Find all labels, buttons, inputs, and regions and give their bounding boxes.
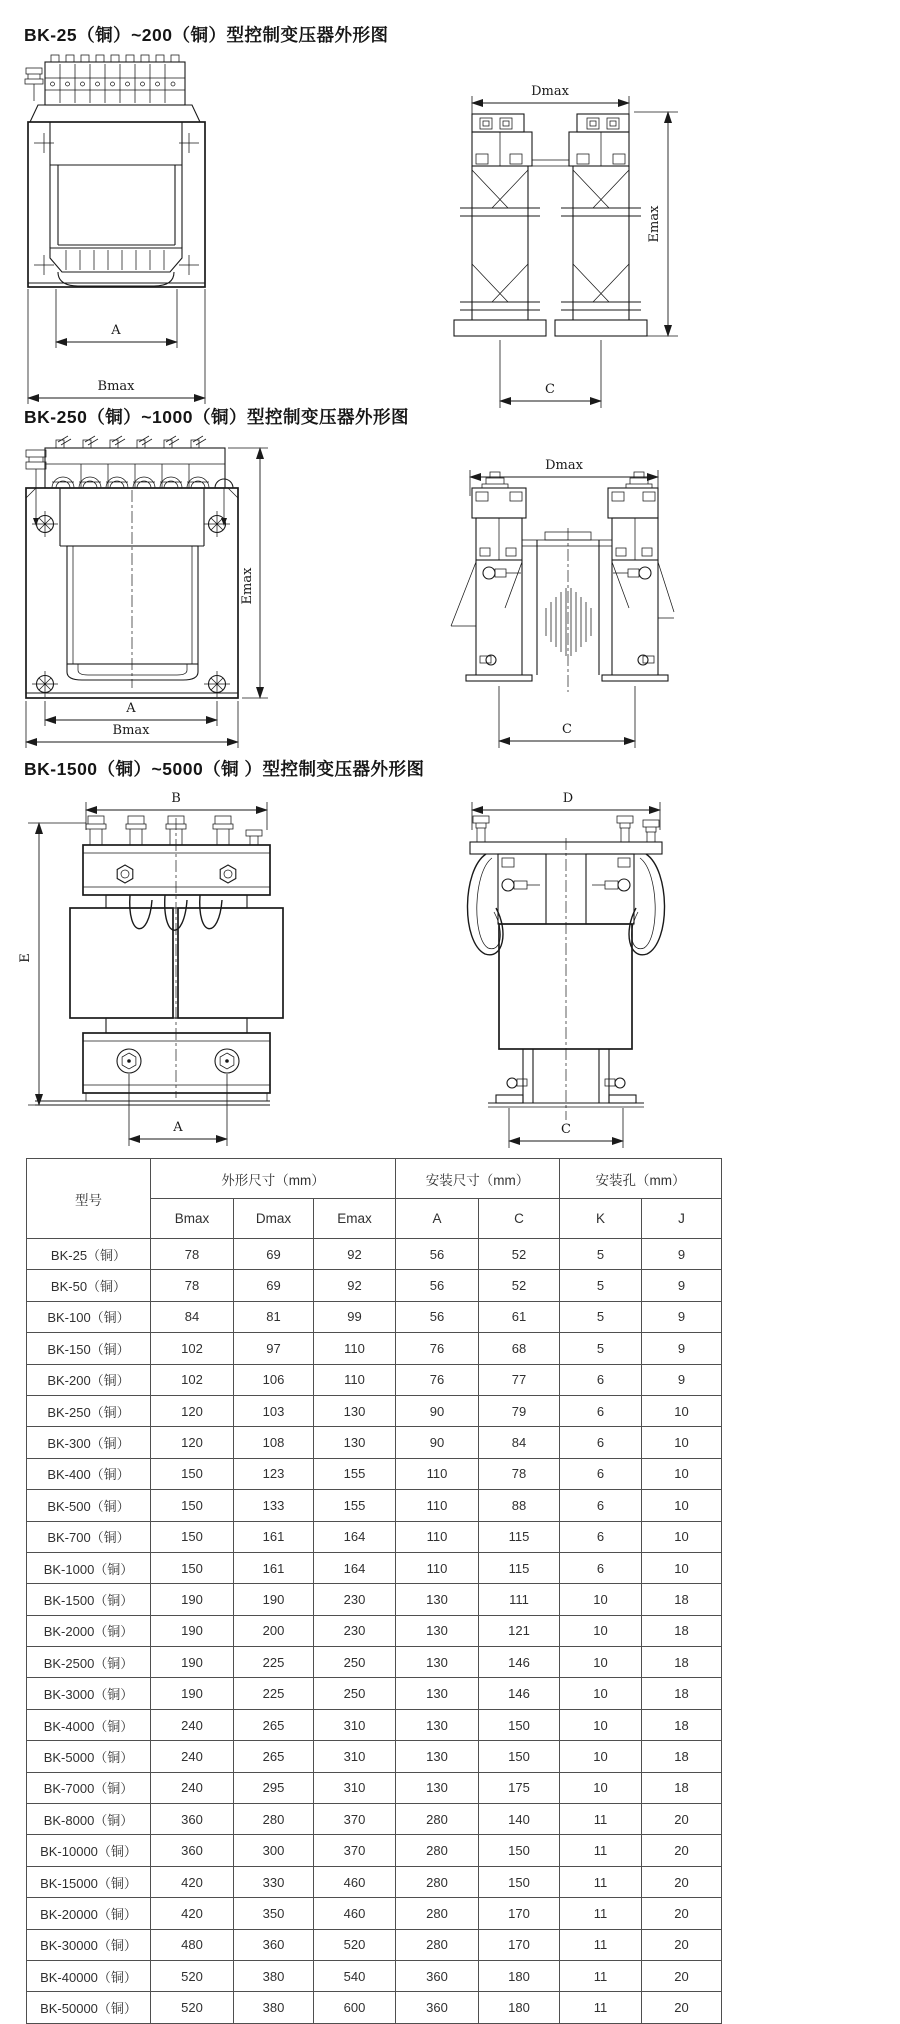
value-cell: 130 — [314, 1427, 396, 1458]
model-cell: BK-4000（铜） — [27, 1709, 151, 1740]
value-cell: 280 — [234, 1804, 314, 1835]
dim-label-c: C — [561, 1122, 571, 1137]
value-cell: 190 — [234, 1584, 314, 1615]
value-cell: 5 — [560, 1333, 642, 1364]
section1-title: BK-25（铜）~200（铜）型控制变压器外形图 — [24, 25, 389, 45]
value-cell: 155 — [314, 1490, 396, 1521]
table-body — [27, 1239, 722, 2024]
dim-label-dmax: Dmax — [545, 458, 583, 473]
value-cell: 161 — [234, 1521, 314, 1552]
table-row — [27, 1647, 722, 1678]
value-cell: 6 — [560, 1364, 642, 1395]
value-cell: 18 — [642, 1615, 722, 1646]
value-cell: 130 — [396, 1709, 479, 1740]
value-cell: 164 — [314, 1521, 396, 1552]
value-cell: 360 — [151, 1804, 234, 1835]
value-cell: 10 — [642, 1395, 722, 1426]
value-cell: 150 — [151, 1458, 234, 1489]
model-cell: BK-200（铜） — [27, 1364, 151, 1395]
value-cell: 10 — [642, 1458, 722, 1489]
model-cell: BK-100（铜） — [27, 1301, 151, 1332]
model-cell: BK-5000（铜） — [27, 1741, 151, 1772]
value-cell: 97 — [234, 1333, 314, 1364]
table-row — [27, 1741, 722, 1772]
column-header-j: J — [642, 1199, 722, 1239]
value-cell: 115 — [479, 1552, 560, 1583]
value-cell: 5 — [560, 1239, 642, 1270]
value-cell: 10 — [560, 1647, 642, 1678]
model-cell: BK-50000（铜） — [27, 1992, 151, 2023]
column-header-dmax: Dmax — [234, 1199, 314, 1239]
table-row — [27, 1992, 722, 2023]
dim-label-e: E — [18, 953, 33, 963]
table-row — [27, 1866, 722, 1897]
bk1500-side-view-drawing — [428, 790, 678, 1152]
value-cell: 280 — [396, 1866, 479, 1897]
value-cell: 520 — [314, 1929, 396, 1960]
bk250-front-view-drawing — [20, 436, 285, 756]
model-cell: BK-50（铜） — [27, 1270, 151, 1301]
group-header-outline-dims: 外形尺寸（mm） — [151, 1159, 396, 1199]
column-header-a: A — [396, 1199, 479, 1239]
value-cell: 190 — [151, 1647, 234, 1678]
value-cell: 6 — [560, 1490, 642, 1521]
value-cell: 150 — [151, 1521, 234, 1552]
value-cell: 10 — [642, 1552, 722, 1583]
value-cell: 540 — [314, 1960, 396, 1991]
value-cell: 20 — [642, 1992, 722, 2023]
value-cell: 11 — [560, 1866, 642, 1897]
value-cell: 20 — [642, 1898, 722, 1929]
value-cell: 130 — [396, 1772, 479, 1803]
model-cell: BK-1500（铜） — [27, 1584, 151, 1615]
right-clamp-post — [602, 472, 674, 681]
model-cell: BK-250（铜） — [27, 1395, 151, 1426]
table-row — [27, 1364, 722, 1395]
value-cell: 88 — [479, 1490, 560, 1521]
table-row — [27, 1301, 722, 1332]
value-cell: 110 — [396, 1521, 479, 1552]
value-cell: 230 — [314, 1615, 396, 1646]
value-cell: 6 — [560, 1458, 642, 1489]
table-row — [27, 1678, 722, 1709]
model-cell: BK-25（铜） — [27, 1239, 151, 1270]
table-row — [27, 1395, 722, 1426]
value-cell: 310 — [314, 1772, 396, 1803]
dim-label-a: A — [126, 701, 136, 716]
value-cell: 69 — [234, 1239, 314, 1270]
value-cell: 360 — [396, 1960, 479, 1991]
value-cell: 5 — [560, 1301, 642, 1332]
dim-label-c: C — [545, 382, 555, 397]
dim-label-emax: Emax — [647, 205, 662, 243]
value-cell: 76 — [396, 1333, 479, 1364]
value-cell: 52 — [479, 1270, 560, 1301]
value-cell: 140 — [479, 1804, 560, 1835]
value-cell: 130 — [396, 1741, 479, 1772]
value-cell: 180 — [479, 1992, 560, 2023]
model-cell: BK-700（铜） — [27, 1521, 151, 1552]
value-cell: 102 — [151, 1333, 234, 1364]
dim-label-emax: Emax — [240, 567, 255, 605]
table-row — [27, 1333, 722, 1364]
model-cell: BK-40000（铜） — [27, 1960, 151, 1991]
table-row — [27, 1615, 722, 1646]
model-cell: BK-8000（铜） — [27, 1804, 151, 1835]
table-row — [27, 1929, 722, 1960]
model-cell: BK-30000（铜） — [27, 1929, 151, 1960]
section3-title: BK-1500（铜）~5000（铜 ）型控制变压器外形图 — [24, 759, 425, 779]
value-cell: 76 — [396, 1364, 479, 1395]
table-row — [27, 1835, 722, 1866]
terminal-block — [25, 55, 185, 105]
dim-label-d: D — [562, 791, 574, 806]
value-cell: 230 — [314, 1584, 396, 1615]
value-cell: 265 — [234, 1741, 314, 1772]
value-cell: 10 — [642, 1521, 722, 1552]
value-cell: 18 — [642, 1709, 722, 1740]
value-cell: 146 — [479, 1678, 560, 1709]
value-cell: 69 — [234, 1270, 314, 1301]
bk25-front-view-drawing — [18, 52, 228, 407]
value-cell: 150 — [151, 1552, 234, 1583]
value-cell: 110 — [314, 1333, 396, 1364]
model-cell: BK-150（铜） — [27, 1333, 151, 1364]
value-cell: 240 — [151, 1772, 234, 1803]
value-cell: 10 — [560, 1615, 642, 1646]
value-cell: 61 — [479, 1301, 560, 1332]
value-cell: 130 — [314, 1395, 396, 1426]
value-cell: 110 — [396, 1458, 479, 1489]
dimension-table — [26, 1158, 722, 2024]
value-cell: 9 — [642, 1270, 722, 1301]
value-cell: 78 — [479, 1458, 560, 1489]
value-cell: 250 — [314, 1678, 396, 1709]
value-cell: 200 — [234, 1615, 314, 1646]
value-cell: 56 — [396, 1270, 479, 1301]
value-cell: 300 — [234, 1835, 314, 1866]
value-cell: 280 — [396, 1929, 479, 1960]
dim-label-bmax: Bmax — [97, 379, 135, 394]
value-cell: 121 — [479, 1615, 560, 1646]
value-cell: 360 — [234, 1929, 314, 1960]
value-cell: 130 — [396, 1647, 479, 1678]
value-cell: 110 — [314, 1364, 396, 1395]
table-row — [27, 1427, 722, 1458]
table-row — [27, 1270, 722, 1301]
value-cell: 68 — [479, 1333, 560, 1364]
value-cell: 130 — [396, 1615, 479, 1646]
value-cell: 20 — [642, 1960, 722, 1991]
column-header-c: C — [479, 1199, 560, 1239]
column-header-k: K — [560, 1199, 642, 1239]
value-cell: 11 — [560, 1929, 642, 1960]
value-cell: 280 — [396, 1898, 479, 1929]
value-cell: 20 — [642, 1866, 722, 1897]
value-cell: 9 — [642, 1364, 722, 1395]
value-cell: 120 — [151, 1395, 234, 1426]
value-cell: 460 — [314, 1898, 396, 1929]
value-cell: 10 — [642, 1490, 722, 1521]
value-cell: 108 — [234, 1427, 314, 1458]
table-row — [27, 1490, 722, 1521]
value-cell: 90 — [396, 1427, 479, 1458]
value-cell: 280 — [396, 1835, 479, 1866]
core-and-coil — [50, 122, 182, 286]
value-cell: 190 — [151, 1584, 234, 1615]
value-cell: 250 — [314, 1647, 396, 1678]
value-cell: 130 — [396, 1584, 479, 1615]
value-cell: 111 — [479, 1584, 560, 1615]
dim-label-b: B — [171, 791, 181, 806]
value-cell: 175 — [479, 1772, 560, 1803]
value-cell: 106 — [234, 1364, 314, 1395]
value-cell: 360 — [151, 1835, 234, 1866]
value-cell: 78 — [151, 1239, 234, 1270]
value-cell: 280 — [396, 1804, 479, 1835]
core-and-coil — [60, 488, 204, 688]
group-header-mounting-dims: 安装尺寸（mm） — [396, 1159, 560, 1199]
value-cell: 520 — [151, 1960, 234, 1991]
value-cell: 10 — [560, 1678, 642, 1709]
value-cell: 84 — [479, 1427, 560, 1458]
bk25-side-view-drawing — [350, 52, 680, 422]
value-cell: 265 — [234, 1709, 314, 1740]
value-cell: 146 — [479, 1647, 560, 1678]
value-cell: 6 — [560, 1427, 642, 1458]
value-cell: 310 — [314, 1741, 396, 1772]
value-cell: 56 — [396, 1301, 479, 1332]
table-row — [27, 1584, 722, 1615]
model-cell: BK-500（铜） — [27, 1490, 151, 1521]
value-cell: 92 — [314, 1239, 396, 1270]
value-cell: 190 — [151, 1615, 234, 1646]
model-cell: BK-10000（铜） — [27, 1835, 151, 1866]
left-clamp-rail — [454, 114, 546, 336]
table-row — [27, 1458, 722, 1489]
group-header-mounting-holes: 安装孔（mm） — [560, 1159, 722, 1199]
table-row — [27, 1239, 722, 1270]
value-cell: 20 — [642, 1804, 722, 1835]
model-cell: BK-7000（铜） — [27, 1772, 151, 1803]
model-cell: BK-300（铜） — [27, 1427, 151, 1458]
value-cell: 18 — [642, 1741, 722, 1772]
value-cell: 370 — [314, 1835, 396, 1866]
coil-body — [499, 924, 632, 1049]
value-cell: 600 — [314, 1992, 396, 2023]
model-cell: BK-20000（铜） — [27, 1898, 151, 1929]
value-cell: 190 — [151, 1678, 234, 1709]
value-cell: 150 — [479, 1741, 560, 1772]
value-cell: 164 — [314, 1552, 396, 1583]
table-row — [27, 1772, 722, 1803]
dim-label-a: A — [173, 1120, 183, 1135]
value-cell: 350 — [234, 1898, 314, 1929]
value-cell: 225 — [234, 1678, 314, 1709]
value-cell: 310 — [314, 1709, 396, 1740]
value-cell: 10 — [560, 1741, 642, 1772]
model-cell: BK-15000（铜） — [27, 1866, 151, 1897]
value-cell: 380 — [234, 1960, 314, 1991]
value-cell: 180 — [479, 1960, 560, 1991]
dim-label-bmax: Bmax — [112, 723, 150, 738]
bk250-side-view-drawing — [355, 440, 675, 755]
right-clamp-rail — [555, 114, 647, 336]
value-cell: 10 — [560, 1584, 642, 1615]
value-cell: 360 — [396, 1992, 479, 2023]
table-row — [27, 1709, 722, 1740]
table-row — [27, 1521, 722, 1552]
value-cell: 110 — [396, 1490, 479, 1521]
value-cell: 460 — [314, 1866, 396, 1897]
value-cell: 11 — [560, 1835, 642, 1866]
value-cell: 170 — [479, 1929, 560, 1960]
value-cell: 155 — [314, 1458, 396, 1489]
terminal-block — [26, 436, 233, 526]
value-cell: 420 — [151, 1866, 234, 1897]
value-cell: 56 — [396, 1239, 479, 1270]
value-cell: 150 — [479, 1866, 560, 1897]
column-header-model: 型号 — [27, 1159, 151, 1239]
value-cell: 103 — [234, 1395, 314, 1426]
value-cell: 18 — [642, 1584, 722, 1615]
value-cell: 6 — [560, 1521, 642, 1552]
column-header-bmax: Bmax — [151, 1199, 234, 1239]
table-row — [27, 1804, 722, 1835]
value-cell: 133 — [234, 1490, 314, 1521]
value-cell: 9 — [642, 1301, 722, 1332]
value-cell: 115 — [479, 1521, 560, 1552]
value-cell: 6 — [560, 1552, 642, 1583]
value-cell: 170 — [479, 1898, 560, 1929]
value-cell: 79 — [479, 1395, 560, 1426]
dim-label-a: A — [111, 323, 121, 338]
value-cell: 92 — [314, 1270, 396, 1301]
value-cell: 6 — [560, 1395, 642, 1426]
value-cell: 18 — [642, 1647, 722, 1678]
coil-blocks — [70, 908, 283, 1018]
column-header-emax: Emax — [314, 1199, 396, 1239]
value-cell: 9 — [642, 1333, 722, 1364]
value-cell: 9 — [642, 1239, 722, 1270]
table-row — [27, 1898, 722, 1929]
model-cell: BK-400（铜） — [27, 1458, 151, 1489]
value-cell: 11 — [560, 1804, 642, 1835]
value-cell: 420 — [151, 1898, 234, 1929]
value-cell: 11 — [560, 1898, 642, 1929]
value-cell: 150 — [479, 1835, 560, 1866]
value-cell: 11 — [560, 1992, 642, 2023]
value-cell: 20 — [642, 1929, 722, 1960]
value-cell: 78 — [151, 1270, 234, 1301]
value-cell: 52 — [479, 1239, 560, 1270]
table-row — [27, 1552, 722, 1583]
value-cell: 10 — [560, 1772, 642, 1803]
model-cell: BK-1000（铜） — [27, 1552, 151, 1583]
value-cell: 10 — [642, 1427, 722, 1458]
value-cell: 102 — [151, 1364, 234, 1395]
value-cell: 240 — [151, 1709, 234, 1740]
value-cell: 20 — [642, 1835, 722, 1866]
value-cell: 110 — [396, 1552, 479, 1583]
value-cell: 161 — [234, 1552, 314, 1583]
value-cell: 77 — [479, 1364, 560, 1395]
value-cell: 330 — [234, 1866, 314, 1897]
bk1500-front-view-drawing — [18, 790, 318, 1152]
value-cell: 90 — [396, 1395, 479, 1426]
value-cell: 295 — [234, 1772, 314, 1803]
mounting-holes — [32, 511, 230, 697]
value-cell: 480 — [151, 1929, 234, 1960]
dim-label-c: C — [562, 722, 572, 737]
value-cell: 10 — [560, 1709, 642, 1740]
value-cell: 99 — [314, 1301, 396, 1332]
model-cell: BK-2000（铜） — [27, 1615, 151, 1646]
value-cell: 123 — [234, 1458, 314, 1489]
table-row — [27, 1960, 722, 1991]
value-cell: 150 — [479, 1709, 560, 1740]
value-cell: 240 — [151, 1741, 234, 1772]
left-clamp-post — [451, 472, 532, 681]
mounting-plate — [28, 105, 205, 287]
value-cell: 150 — [151, 1490, 234, 1521]
value-cell: 130 — [396, 1678, 479, 1709]
value-cell: 81 — [234, 1301, 314, 1332]
terminal-studs — [86, 816, 262, 845]
dim-label-dmax: Dmax — [531, 84, 569, 99]
bottom-clamp-bar — [35, 1033, 270, 1105]
value-cell: 380 — [234, 1992, 314, 2023]
value-cell: 11 — [560, 1960, 642, 1991]
value-cell: 18 — [642, 1678, 722, 1709]
top-clamp-bar — [83, 845, 270, 895]
model-cell: BK-3000（铜） — [27, 1678, 151, 1709]
value-cell: 225 — [234, 1647, 314, 1678]
value-cell: 520 — [151, 1992, 234, 2023]
value-cell: 120 — [151, 1427, 234, 1458]
section2-title: BK-250（铜）~1000（铜）型控制变压器外形图 — [24, 407, 409, 427]
value-cell: 84 — [151, 1301, 234, 1332]
value-cell: 18 — [642, 1772, 722, 1803]
model-cell: BK-2500（铜） — [27, 1647, 151, 1678]
value-cell: 370 — [314, 1804, 396, 1835]
coil-side-body — [522, 528, 612, 692]
value-cell: 5 — [560, 1270, 642, 1301]
